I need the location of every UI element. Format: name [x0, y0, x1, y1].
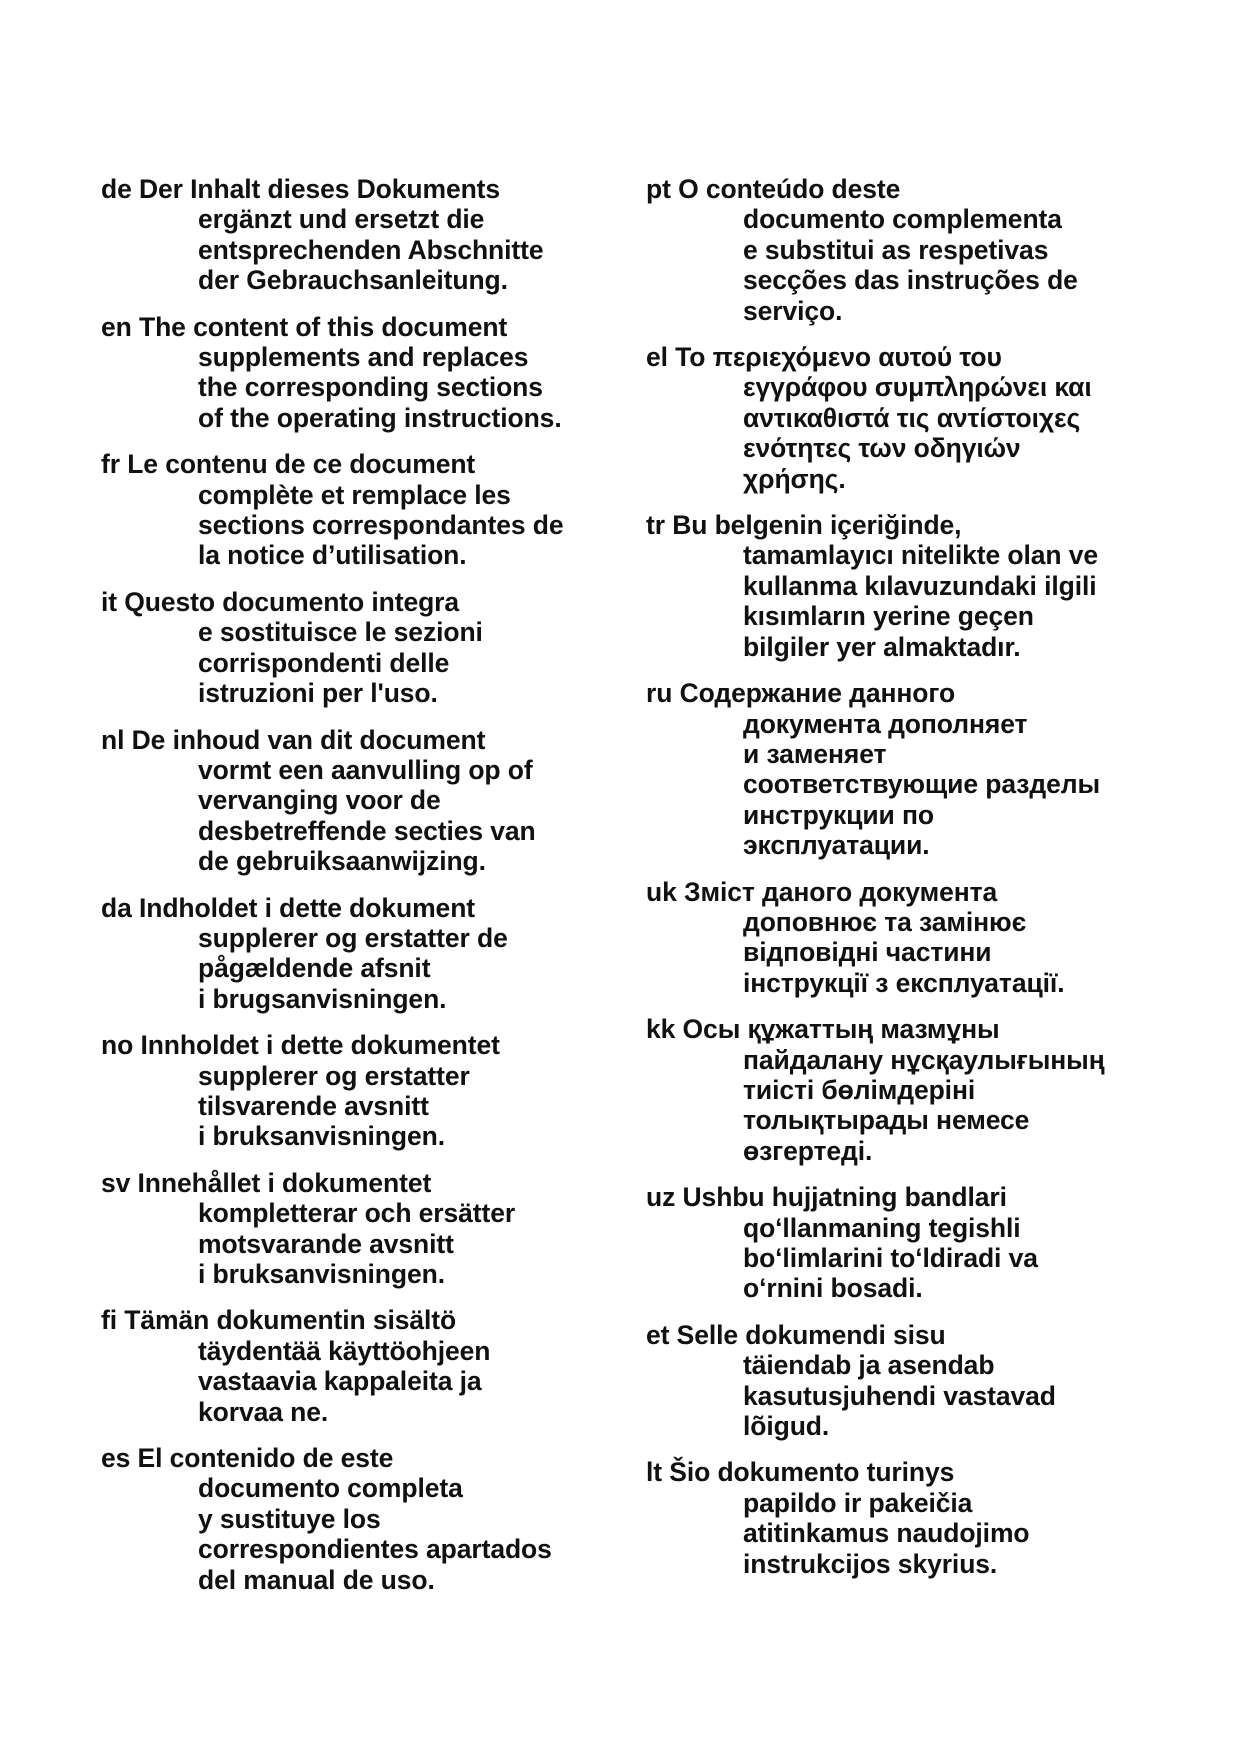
entry-et [646, 1320, 1206, 1442]
entry-sv [101, 1168, 601, 1290]
entry-da [101, 893, 601, 1015]
entry-line: Questo documento integra [124, 586, 460, 617]
entry-line: Содержание данного [679, 678, 956, 709]
lang-code: es [101, 1443, 131, 1474]
entry-line: papildo ir pakeičia [743, 1487, 973, 1518]
entry-line: доповнює та замінює [743, 906, 1027, 937]
entry-line: y sustituye los [198, 1503, 381, 1534]
entry-line: өзгертеді. [743, 1135, 873, 1166]
entry-line: i brugsanvisningen. [198, 983, 447, 1014]
entry-line: korvaa ne. [198, 1396, 329, 1427]
entry-line: e substitui as respetivas [743, 234, 1049, 265]
entry-line: supplerer og erstatter [198, 1060, 470, 1091]
lang-code: da [101, 892, 132, 923]
entry-line: Innehållet i dokumentet [137, 1167, 432, 1198]
entry-line: täydentää käyttöohjeen [198, 1335, 491, 1366]
lang-code: et [646, 1319, 670, 1350]
entry-tr [646, 510, 1206, 662]
lang-code: nl [101, 724, 125, 755]
lang-code: en [101, 311, 132, 342]
entry-line: αντικαθιστά τις αντίστοιχες [743, 402, 1081, 433]
entry-line: Tämän dokumentin sisältö [124, 1305, 457, 1336]
entry-line: пайдалану нұсқаулығының [743, 1044, 1105, 1075]
entry-line: De inhoud van dit document [131, 724, 486, 755]
entry-line: ergänzt und ersetzt die [198, 204, 485, 235]
left-column [101, 174, 601, 1611]
entry-line: vormt een aanvulling op of [198, 754, 533, 785]
entry-line: Осы құжаттың мазмұны [682, 1014, 1000, 1045]
entry-line: kullanma kılavuzundaki ilgili [743, 570, 1097, 601]
entry-line: Зміст даного документа [684, 876, 998, 907]
entry-line: kısımların yerine geçen [743, 601, 1034, 632]
entry-line: Bu belgenin içeriğinde, [672, 510, 962, 541]
entry-no [101, 1030, 601, 1152]
entry-line: i bruksanvisningen. [198, 1121, 445, 1152]
entry-line: istruzioni per l'uso. [198, 678, 438, 709]
lang-code: uz [646, 1182, 676, 1213]
entry-line: vastaavia kappaleita ja [198, 1366, 482, 1397]
entry-line: інструкції з експлуатації. [743, 967, 1065, 998]
entry-line: entsprechenden Abschnitte [198, 234, 544, 265]
entry-line: документа дополняет [743, 708, 1028, 739]
entry-ru [646, 678, 1206, 860]
entry-line: la notice d’utilisation. [198, 540, 467, 571]
lang-code: lt [646, 1457, 662, 1488]
entry-line: ενότητες των οδηγιών [743, 433, 1021, 464]
entry-line: Innholdet i dette dokumentet [140, 1030, 500, 1061]
entry-line: εγγράφου συμπληρώνει και [743, 372, 1092, 403]
entry-line: corrispondenti delle [198, 647, 450, 678]
entry-line: qoʻllanmaning tegishli [743, 1212, 1021, 1243]
entry-line: del manual de uso. [198, 1564, 435, 1595]
entry-fi [101, 1305, 601, 1427]
entry-line: толықтырады немесе [743, 1105, 1030, 1136]
entry-el [646, 342, 1206, 494]
entry-line: serviço. [743, 295, 843, 326]
entry-it [101, 587, 601, 709]
entry-lt [646, 1457, 1206, 1579]
entry-line: тиісті бөлімдеріні [743, 1074, 976, 1105]
entry-line: vervanging voor de [198, 785, 441, 816]
entry-line: tilsvarende avsnitt [198, 1090, 429, 1121]
entry-kk [646, 1014, 1206, 1166]
entry-line: lõigud. [743, 1411, 830, 1442]
entry-line: der Gebrauchsanleitung. [198, 265, 508, 296]
entry-line: bilgiler yer almaktadır. [743, 631, 1021, 662]
entry-line: instrukcijos skyrius. [743, 1548, 998, 1579]
entry-line: соответствующие разделы [743, 769, 1101, 800]
lang-code: pt [646, 174, 671, 204]
entry-line: Selle dokumendi sisu [676, 1319, 946, 1350]
entry-line: täiendab ja asendab [743, 1350, 995, 1381]
lang-code: uk [646, 876, 677, 907]
entry-line: i bruksanvisningen. [198, 1259, 445, 1289]
entry-line: kompletterar och ersätter [198, 1198, 516, 1229]
entry-line: the corresponding sections [198, 372, 543, 403]
lang-code: no [101, 1030, 134, 1061]
entry-uk [646, 877, 1206, 999]
entry-line: supplerer og erstatter de [198, 922, 508, 953]
entry-line: supplements and replaces [198, 342, 529, 373]
lang-code: fi [101, 1305, 117, 1336]
lang-code: el [646, 342, 668, 373]
entry-pt [646, 174, 1206, 326]
entry-line: эксплуатации. [743, 830, 930, 861]
entry-fr [101, 449, 601, 571]
entry-line: motsvarande avsnitt [198, 1228, 454, 1259]
entry-line: Indholdet i dette dokument [139, 892, 475, 923]
entry-line: Le contenu de ce document [127, 449, 476, 480]
entry-line: documento complementa [743, 204, 1062, 235]
entry-line: complète et remplace les [198, 479, 511, 510]
entry-line: correspondientes apartados [198, 1534, 552, 1565]
lang-code: fr [101, 449, 120, 480]
entry-line: Šio dokumento turinys [669, 1457, 955, 1488]
entry-line: и заменяет [743, 738, 887, 769]
entry-de [101, 174, 601, 296]
entry-line: відповідні частини [743, 937, 992, 968]
entry-line: e sostituisce le sezioni [198, 617, 483, 648]
entry-line: Το περιεχόμενο αυτού του [675, 342, 1002, 373]
entry-line: of the operating instructions. [198, 402, 562, 433]
entry-line: инструкции по [743, 799, 934, 830]
entry-line: atitinkamus naudojimo [743, 1518, 1030, 1549]
lang-code: it [101, 586, 117, 617]
entry-line: tamamlayıcı nitelikte olan ve [743, 540, 1099, 571]
lang-code: kk [646, 1014, 676, 1045]
entry-line: pågældende afsnit [198, 953, 431, 984]
entry-line: sections correspondantes de [198, 510, 564, 541]
entry-es [101, 1443, 601, 1595]
lang-code: tr [646, 510, 665, 541]
entry-line: documento completa [198, 1473, 463, 1504]
entry-en [101, 312, 601, 434]
entry-nl [101, 725, 601, 877]
entry-line: O conteúdo deste [678, 174, 901, 204]
entry-line: desbetreffende secties van [198, 815, 536, 846]
entry-line: χρήσης. [743, 463, 846, 494]
lang-code: de [101, 174, 132, 204]
entry-line: secções das instruções de [743, 265, 1078, 296]
entry-line: Ushbu hujjatning bandlari [682, 1182, 1007, 1213]
entry-line: Der Inhalt dieses Dokuments [139, 174, 501, 204]
entry-line: The content of this document [139, 311, 508, 342]
entry-line: de gebruiksaanwijzing. [198, 846, 486, 877]
right-column [646, 174, 1206, 1595]
entry-line: oʻrnini bosadi. [743, 1273, 923, 1304]
lang-code: sv [101, 1167, 131, 1198]
entry-line: kasutusjuhendi vastavad [743, 1380, 1056, 1411]
entry-line: El contenido de este [137, 1443, 394, 1474]
entry-line: boʻlimlarini toʻldiradi va [743, 1243, 1038, 1273]
lang-code: ru [646, 678, 673, 709]
entry-uz [646, 1182, 1206, 1304]
